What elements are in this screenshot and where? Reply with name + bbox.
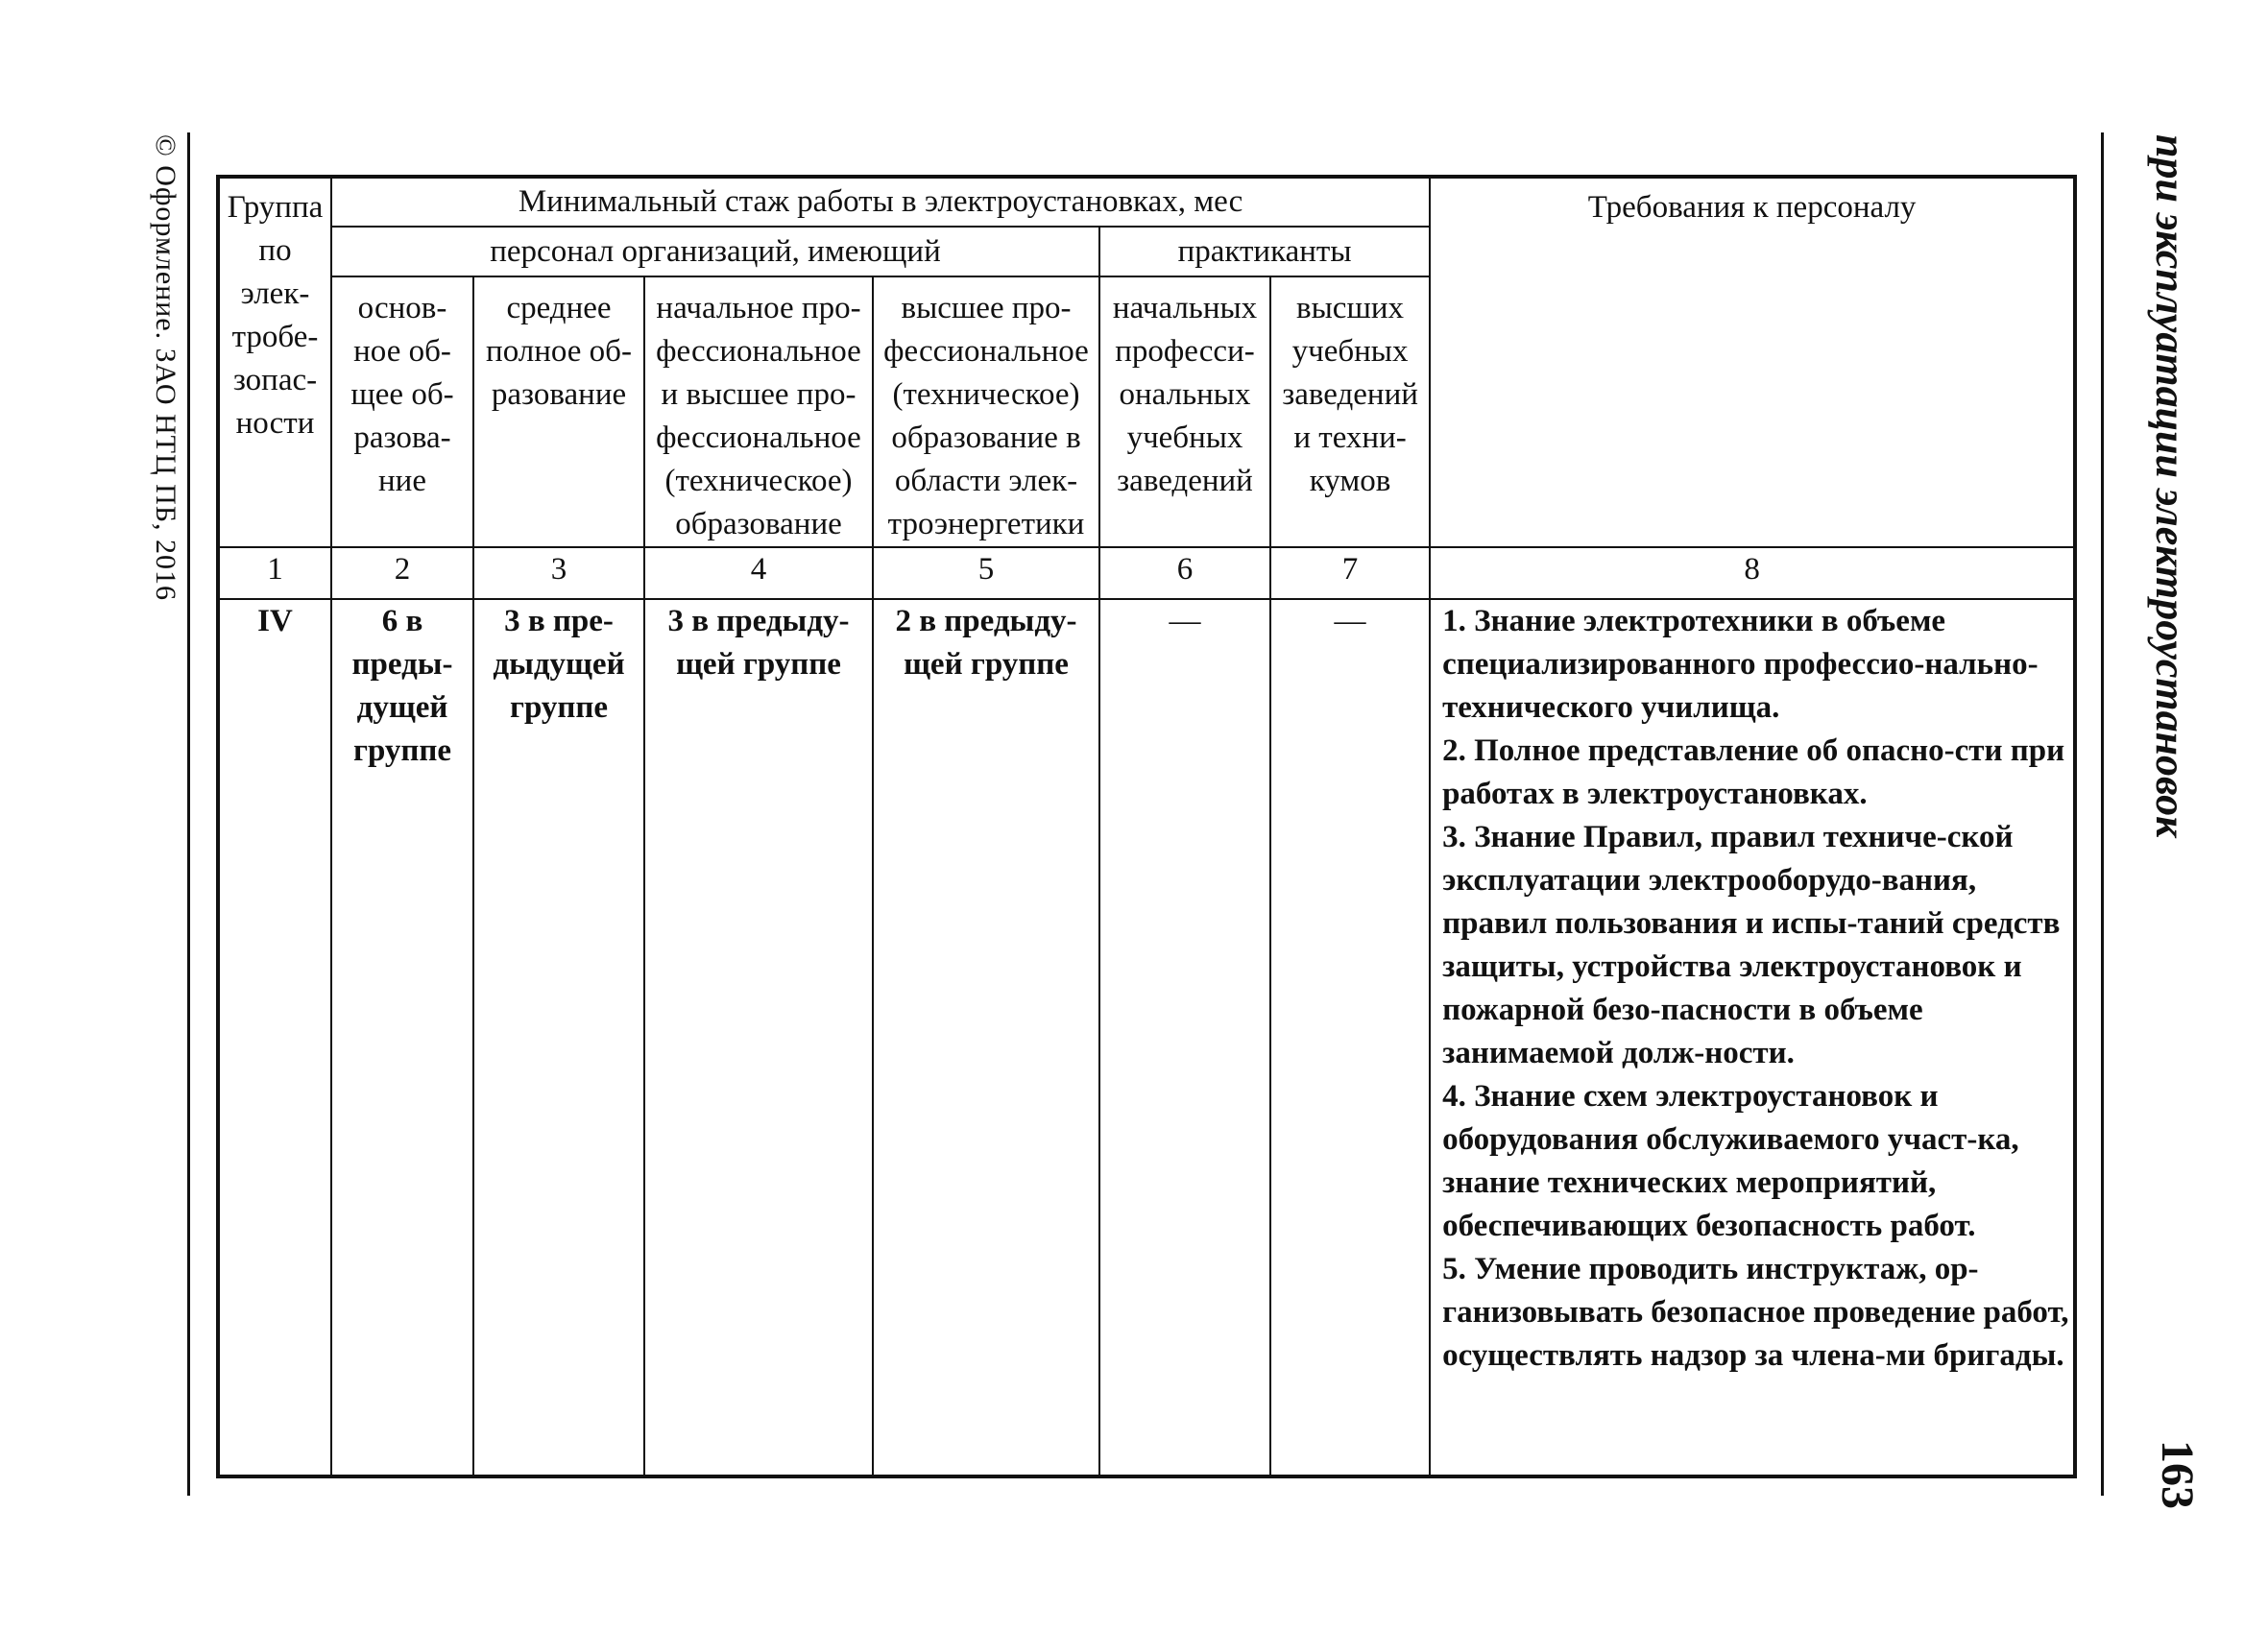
header-group: Группа по элек-тробе-зопас-ности: [218, 177, 331, 547]
page-number: 163: [2152, 1440, 2203, 1509]
header-requirements: Требования к персоналу: [1430, 177, 2075, 547]
cell-col2: 6 в преды-дущей группе: [331, 599, 473, 1476]
requirement-item: 5. Умение проводить инструктаж, ор-ганизовывать безопасное проведение работ, осуществлять надзор за члена-ми бригады.: [1442, 1252, 2069, 1373]
cell-col3: 3 в пре-дыдущей группе: [473, 599, 644, 1476]
cell-group: IV: [218, 599, 331, 1476]
table-row: [218, 599, 2075, 1476]
header-experience: Минимальный стаж работы в электроустановках, мес: [331, 177, 1430, 227]
column-number: 7: [1270, 547, 1430, 599]
cell-col4: 3 в предыду-щей группе: [644, 599, 873, 1476]
header-col2: основ-ное об-щее об-разова-ние: [331, 276, 473, 547]
requirement-item: 3. Знание Правил, правил техниче-ской эксплуатации электрооборудо-вания, правил пользования и испы-таний средств защиты, устройства электроустановок и пожарной безо-пасности в объеме занимаемой долж-ности.: [1442, 820, 2061, 1070]
header-col7: высших учебных заведений и техни-кумов: [1270, 276, 1430, 547]
column-number: 4: [644, 547, 873, 599]
column-number: 6: [1099, 547, 1270, 599]
cell-col5: 2 в предыду-щей группе: [873, 599, 1099, 1476]
header-staff: персонал организаций, имеющий: [331, 227, 1099, 276]
cell-col7: —: [1270, 599, 1430, 1476]
requirements-table: [216, 175, 2077, 1478]
right-margin-rule: [2101, 132, 2104, 1496]
column-number: 2: [331, 547, 473, 599]
column-number: 1: [218, 547, 331, 599]
column-number: 5: [873, 547, 1099, 599]
running-title: при эксплуатации электроустановок: [2147, 134, 2194, 838]
copyright-notice: © Оформление. ЗАО НТЦ ПБ, 2016: [150, 134, 181, 602]
cell-requirements: [1430, 599, 2075, 1476]
requirement-item: 4. Знание схем электроустановок и оборудования обслуживаемого участ-ка, знание технических мероприятий, обеспечивающих безопасность работ.: [1442, 1079, 2019, 1243]
cell-col6: —: [1099, 599, 1270, 1476]
column-number: 8: [1430, 547, 2075, 599]
header-col4: начальное про-фессиональное и высшее про-фессиональное (техническое) образование: [644, 276, 873, 547]
header-col6: начальных професси-ональных учебных заведений: [1099, 276, 1270, 547]
column-number: 3: [473, 547, 644, 599]
header-col3: среднее полное об-разование: [473, 276, 644, 547]
left-margin-rule: [187, 132, 190, 1496]
header-trainees: практиканты: [1099, 227, 1430, 276]
header-col5: высшее про-фессиональное (техническое) образование в области элек-троэнергетики: [873, 276, 1099, 547]
requirement-item: 2. Полное представление об опасно-сти при работах в электроустановках.: [1442, 733, 2065, 811]
requirement-item: 1. Знание электротехники в объеме специализированного профессио-нально-технического училища.: [1442, 604, 2039, 725]
column-number-row: [218, 547, 2075, 599]
